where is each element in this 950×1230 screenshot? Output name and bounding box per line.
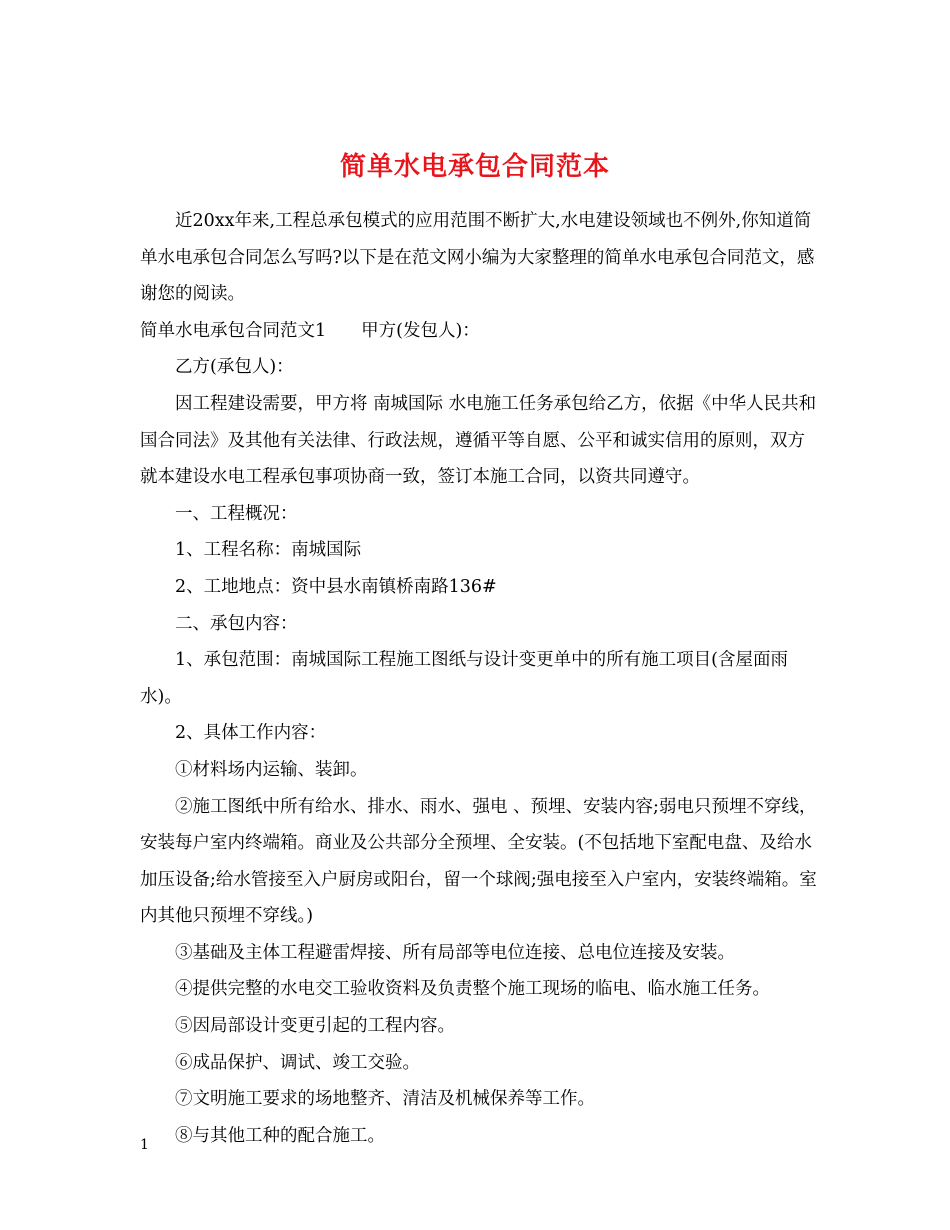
list-item-6: ⑥成品保护、调试、竣工交验。 [175,1052,420,1073]
document-body [140,203,820,1154]
list-item-5: ⑤因局部设计变更引起的工程内容。 [175,1016,455,1037]
paragraph-project-name: 1、工程名称：南城国际 [175,540,362,561]
list-item-1: ①材料场内运输、装卸。 [175,759,368,780]
paragraph-scope-range: 1、承包范围：南城国际工程施工图纸与设计变更单中的所有施工项目(含屋面雨水)。 [140,650,788,707]
list-item-4: ④提供完整的水电交工验收资料及负责整个施工现场的临电、临水施工任务。 [175,979,770,1000]
paragraph-party-b: 乙方(承包人)： [175,357,294,378]
section-heading-scope: 二、承包内容： [175,613,298,634]
page-number: 1 [140,1137,149,1153]
paragraph-project-site: 2、工地地点：资中县水南镇桥南路136# [175,576,497,597]
paragraph-preamble: 因工程建设需要，甲方将 南城国际 水电施工任务承包给乙方，依据《中华人民共和国合同法》及其他有关法律、行政法规，遵循平等自愿、公平和诚实信用的原则，双方就本建设水电工程承包事项协商一致，签订本施工合同，以资共同遵守。 [140,393,817,488]
list-item-7: ⑦文明施工要求的场地整齐、清洁及机械保养等工作。 [175,1089,595,1110]
list-item-8: ⑧与其他工种的配合施工。 [175,1125,385,1146]
list-item-2: ②施工图纸中所有给水、排水、雨水、强电 、预埋、安装内容;弱电只预埋不穿线，安装每户室内终端箱。商业及公共部分全预埋、全安装。(不包括地下室配电盘、及给水加压设备;给水管接至入户厨房或阳台，留一个球阀;强电接至入户室内，安装终端箱。室内其他只预埋不穿线。) [140,796,817,927]
paragraph-contract-heading: 简单水电承包合同范文1 甲方(发包人)： [140,320,480,341]
paragraph-work-content-heading: 2、具体工作内容： [175,723,327,744]
list-item-3: ③基础及主体工程避雷焊接、所有局部等电位连接、总电位连接及安装。 [175,942,735,963]
section-heading-overview: 一、工程概况： [175,503,298,524]
paragraph-intro: 近20xx年来,工程总承包模式的应用范围不断扩大,水电建设领域也不例外,你知道简单水电承包合同怎么写吗?以下是在范文网小编为大家整理的简单水电承包合同范文，感谢您的阅读。 [140,211,815,305]
document-title: 简单水电承包合同范本 [339,152,610,183]
